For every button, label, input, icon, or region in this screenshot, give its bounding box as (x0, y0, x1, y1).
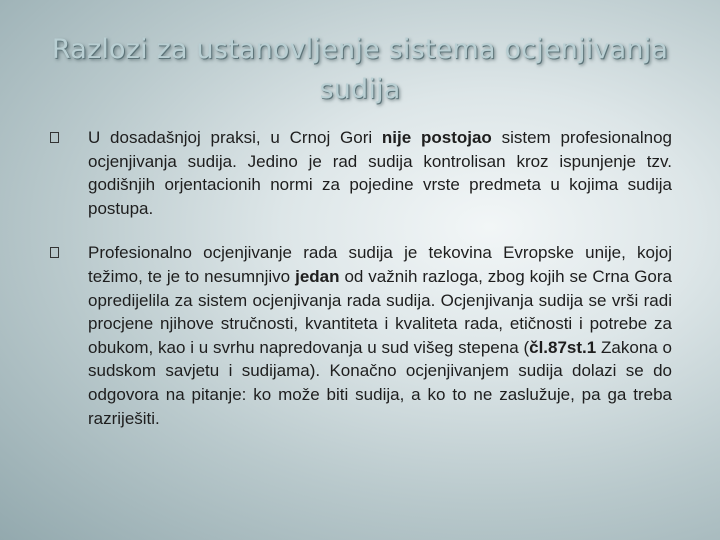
bullet-item-2 (50, 241, 672, 430)
bullet-1-emphasis: nije postojao (381, 128, 492, 147)
bullet-2-emphasis-article: čl.87st.1 (529, 337, 597, 357)
bullet-1-text-a: U dosadašnjoj praksi, u Crnoj Gori (88, 128, 382, 147)
bullet-2-text-a: Profesionalno ocjenjivanje rada sudija je tekovina Evropske unije, kojoj težimo, te je to nesumnjivo (88, 243, 672, 286)
square-bullet-icon (50, 247, 59, 258)
square-bullet-icon (50, 132, 59, 143)
bullet-2-text-c: Zakona o sudskom savjetu i sudijama). Konačno ocjenjivanjem sudija dolazi se do odgovora na pitanje: ko može biti sudija, a ko to ne zaslužuje, pa ga treba razriješiti. (88, 337, 672, 428)
slide-body (50, 126, 672, 451)
bullet-2-emphasis-jedan: jedan (295, 266, 340, 286)
slide-title: Razlozi za ustanovljenje sistema ocjenjivanja sudija (51, 34, 669, 105)
bullet-2-text-b: od važnih razloga, zbog kojih se Crna Gora opredijelila za sistem ocjenjivanja rada sudija. Ocjenjivanja sudija se vrši radi procjene njihove stručnosti, kvantiteta i kvaliteta rada, etičnosti i potrebe za obukom, kao i u svrhu napredovanja u sud višeg stepena ( (88, 266, 672, 357)
bullet-1-text-b: sistem profesionalnog ocjenjivanja sudija. Jedino je rad sudija kontrolisan kroz ispunjenje tzv. godišnjih orjentacionih normi za pojedine vrste predmeta u kojima sudija postupa. (88, 128, 673, 218)
bullet-item-1 (50, 126, 672, 220)
